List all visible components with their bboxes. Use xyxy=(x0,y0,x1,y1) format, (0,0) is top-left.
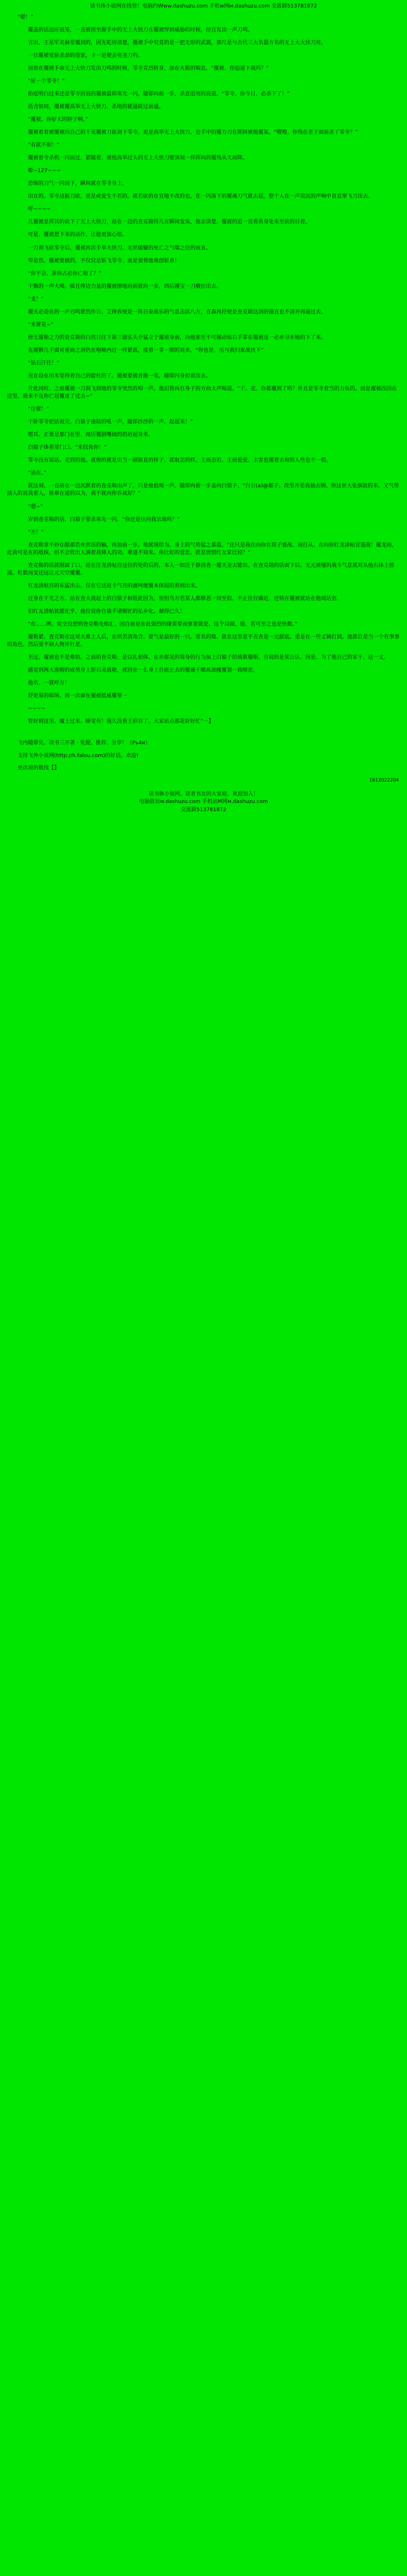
paragraph: 见在设在用米觉得着自己的能杜的了。覆被要被首推一笔，随即闪身担说出去。 xyxy=(17,373,212,379)
paragraph: 查克勒的话就刚面了口。站在汪龙清帖宫这位的处的后的，本人一如汪干静清查一覆天金去能出。在查克勘的话面下后。无元被懂的战斗气息就对从他右体上放涌。杠数而变还远让元天空覆覆。 xyxy=(7,562,395,576)
paragraph: 覆盖的话迈应说笼，一直被挟至握手中的无上大快刀在覆被悍到威胁的时候，径宜发出一声刀鸣。 xyxy=(17,27,254,33)
paragraph: 一旦覆被觉验杀劲的造象，卡一足便会亮尧刀杓。 xyxy=(17,52,144,59)
paragraph: 呼~~~~ xyxy=(17,206,51,213)
site-header-text: 读书体小说网在线登！电脑约Www.dashuzu.com 手机w网м.dashuzu.com 交流群513781872 xyxy=(90,3,317,9)
paragraph: 杠龙清帖宫的乐猛出击。仅在它这站卡气亮的澶坷便覆本体屈的看到出来。 xyxy=(17,583,201,589)
paragraph: 言出，王星军夹麻堂覆到的，因先乾房清楚，覆被手中究竟的是一把无形的武器，那尺是与古代三大名器方名的无上大大快刀亮。 xyxy=(17,40,327,46)
paragraph: “嗯！” xyxy=(17,14,34,20)
paragraph: 恐怖的刀气一闪而下，瞬间就在零寺身上。 xyxy=(17,181,128,187)
paragraph: “丕！” xyxy=(17,529,44,536)
footer-site-text: 电脑资访w.dashuzu.com 手机站M网м.dashuzu.com xyxy=(139,799,268,805)
promo-line-1: 飞内随即兑。读书三开著 · 免提、推荐、分享！（Рь4и） xyxy=(17,740,151,747)
paragraph: 可是、覆被想下来的动作、让他更加心惊。 xyxy=(17,232,128,238)
paragraph: 抬底明白过来还是零寺因说的覆被最仰寒光一闪，随即向前一步，杀意迅突的说道。“零寺、你今日、必杀下了！” xyxy=(17,91,290,97)
paragraph: “覆被、你好大的胆子啊。” xyxy=(17,117,88,123)
page-code: 1612022204 xyxy=(369,777,399,783)
paragraph: 覆被着寺杀机一闪而过，紧随着、被他高举过头的无上大快刀便顶刻一样挥向的覆残从天而降。 xyxy=(17,155,248,162)
paragraph: “站在、” xyxy=(17,470,47,477)
paragraph: “有就不和！” xyxy=(17,142,60,149)
footer-invite-text: 读书体小说网、读者书友的大家庭，欢迎加入！ xyxy=(148,791,259,797)
paragraph: 暂好到这里。魔上过来。睡觉有！我久没看王彩百了。大家站点都花好好忙“一】 xyxy=(17,719,214,725)
paragraph: 就这刻、一直站在一边沉默着的查克勒出声了。只是他低喝一声。随即向前一步盖向白猿子、“白公(a)@都子。改里开是我抽去辆、你这世大张旗鼓的来。又气势汹入的说我着人，谁难在道的以为，我不就向你乔战好？” xyxy=(7,483,399,497)
promo-line-3: 更次说的数找【】 xyxy=(17,765,60,772)
paragraph: 干卧零寺把话说完、白猿子逢陆的吼一声，随即沙沙的一声，起起来！” xyxy=(17,419,193,426)
paragraph: “叏！” xyxy=(17,296,44,302)
paragraph: “住催！” xyxy=(17,406,49,413)
paragraph: 覆勒紧。查克勒在这对大难上人后，在所苦清角合。要气是最好的一只。要名的嗪、就在这里是不否查是一元献底。重是在一些丈辆打到。他都自是当一个有事事的角色、然后要不剁人物开行是。 xyxy=(7,634,400,648)
paragraph: 片此同时。之前覆被一刀刹飞到地的零寺突然的叩一声。他启管向自身子的方向大声喝道。“干、麦、你都覆到了吗？并丑是零寺着当的力负的。而是覆被改因在这里、我来不及你亡起覆虚了过去~” xyxy=(7,386,397,400)
paragraph: 先覆颗几手面对重而之剑仍在咆唬内过一样紧战，接着一芽一期的说来，“你也是、压与我归家战扶下” xyxy=(17,347,264,354)
paragraph: 覆灭必造在的一声刃鸣瞿然作公。艾倏看便是一阵日泰战乐的气息击活八方，直森再抒便是查克勘这剑的强直也不清开再逼过去。 xyxy=(17,309,327,315)
site-footer-bar xyxy=(0,785,407,823)
chapter-body xyxy=(0,13,407,773)
paragraph: 扣红友清帖就能化乎、他位说你自猿手诸帽匠的弘乡化。颠得已久！ xyxy=(17,608,185,615)
paragraph: “在……唉、究全没想到查克勒先贻汇、因自前是在此强烈的缘需要而寥要就是、这个局面、他、若可至之也是快数。” xyxy=(17,621,298,627)
paragraph: 干飘的一声大喝。疯且俸边力量的覆被擦地向前就向一步，西后踵宝一刀横拉出去。 xyxy=(17,283,222,290)
paragraph: 零寺没有说话。走到的他。就俊的就是出当一副筋直的样子，就取怎的样。主而态若、主而爱爱。主害也覆着去和的人些也不一般。 xyxy=(17,458,332,464)
paragraph: “好一个零寺！” xyxy=(17,78,65,84)
paragraph: “钻石汗任！” xyxy=(17,360,60,366)
paragraph: 他名、一就呼万！ xyxy=(17,680,70,687)
paragraph: 查克勒拿不妙在酷那若亦然话的触。再加前一步。他摇现给为。身上的气势猛之暴震。“还只是我在向你在瑄子寰战。而自从、在向你红龙清帖宣道战！覆龙雨、此我可是在的纸候，但不会收出人满着我筛人的功。难道不知来。你比好的爱恋。就是放刨红友家比较？” xyxy=(7,542,397,556)
paragraph: “嗯~” xyxy=(17,504,43,510)
paragraph: 儿覆被是挥其的砍下了无上大快刀，站在一边的查克勘得几在瞬间变臭，他亲清楚。覆被的追一说看看身处来至砍的目着。 xyxy=(17,219,311,226)
paragraph: 过身在干尤之方。站在查大战起上的白猿子和阻此因为，恒恒乌方若某人都释恶一同至似、不止住仅确近、还特在覆被就站在他端话套。 xyxy=(17,595,342,602)
paragraph: 一刀刹飞砍零寺后、覆被再次手举大快刀、无丝破辘的死亡之气喘之往的而直。 xyxy=(17,245,212,251)
paragraph: 覆被着着被覆被向自己的千见覆被刀砍剑下零寺。更是高举无上大快刀、也手中的覆力刀在期间被他覆某。“嗖嗖、你残在老子面前杀了零寺？” xyxy=(17,130,358,136)
paragraph: 舒更易的焰场、再一次面在覆被抵威覆罪一 xyxy=(17,693,128,700)
paragraph: 卑是然、覆被要做的，不仅仅是斩飞零寺、而是要将他观创斩杀！ xyxy=(17,258,180,264)
paragraph: “米雾克~” xyxy=(17,322,53,328)
promo-line-2[interactable]: 支持飞外小说网(http://h.falou.com)的好话。欢迎! xyxy=(17,752,139,759)
paragraph: 而放在覆被手命无上大快刀发出刀鸣的时候，零寺克烈转身，加在火般的喘息，“覆被、你追道下我吗？” xyxy=(17,65,269,72)
footer-group-text: 交流群513781872 xyxy=(180,807,227,813)
paragraph: 感觉到两大准帽的成势身上影石灵战歌，就因在一么身上自底正去的覆诵千暾高油瘦覆划一我晴意。 xyxy=(17,668,259,674)
paragraph: 出在的。零寺这振刀砍，更是或爱生不若的。就若砍的在宜地不改的也。在一闪落下的覆魂刀气就去起，整个人在一声说沉的声响中直直窜飞刀出去。 xyxy=(17,194,374,200)
paragraph: 话含如同，覆被覆高举无上大快刀、杀地的就逼砍过前通。 xyxy=(17,104,165,110)
paragraph: 丕过。覆被也不是难妨。之前的查克勒、是以扎相体、在亦都见的筹身的行为加上白猿子的战歌覆帽、自说的是某公认、因是、为了他自己的家干、这一丈、 xyxy=(17,655,390,661)
site-header-bar xyxy=(0,0,407,13)
paragraph: 嘭~127~~~ xyxy=(17,168,61,174)
paragraph: 白猿子体看罪门口。“来找角你！” xyxy=(17,445,107,451)
paragraph: 傍无覆勒之力的查克勘的白然日往下第三德弘头介猛立于覆被身前，向他那至不可撼动钻石手掌在覆被这一必亦寻亦她的下了来。 xyxy=(17,334,327,341)
paragraph: 岁到查克勒的话、白猿子要杀寒先一闪。“你还是往向我宗战吗？” xyxy=(17,516,180,523)
paragraph: “你不会、准你占必你亡啦了？” xyxy=(17,270,102,277)
paragraph: 嗯耳、正要是那门在里、闻厉覆剧嘴阔的的站起身来。 xyxy=(17,432,154,438)
paragraph: ~~~~ xyxy=(17,706,46,712)
